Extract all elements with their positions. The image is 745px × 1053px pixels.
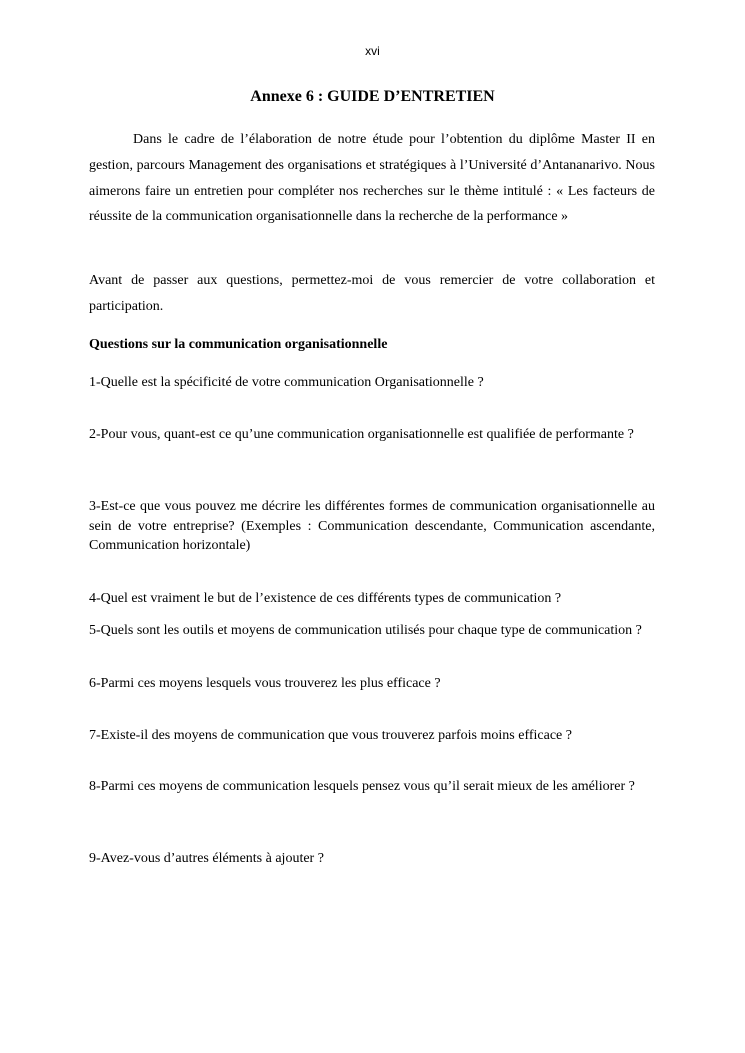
page-title: Annexe 6 : GUIDE D’ENTRETIEN <box>250 88 495 105</box>
question-5: 5-Quels sont les outils et moyens de communication utilisés pour chaque type de communication ? <box>89 623 642 638</box>
question-6: 6-Parmi ces moyens lesquels vous trouverez les plus efficace ? <box>89 676 441 691</box>
question-2: 2-Pour vous, quant-est ce qu’une communication organisationnelle est qualifiée de performante ? <box>89 427 634 442</box>
question-3: 3-Est-ce que vous pouvez me décrire les différentes formes de communication organisationnelle au sein de votre entreprise? (Exemples : Communication descendante, Communication ascendante, Communication horizontale) <box>89 499 655 553</box>
question-8: 8-Parmi ces moyens de communication lesquels pensez vous qu’il serait mieux de les améliorer ? <box>89 779 635 794</box>
section-heading: Questions sur la communication organisationnelle <box>89 337 388 352</box>
intro-paragraph: Dans le cadre de l’élaboration de notre étude pour l’obtention du diplôme Master II en gestion, parcours Management des organisations et stratégiques à l’Université d’Antananarivo. Nous aimerons faire un entretien pour compléter nos recherches sur le thème intitulé : « Les facteurs de réussite de la communication organisationnelle dans la recherche de la performance » <box>89 132 655 225</box>
page-number: xvi <box>365 44 380 58</box>
question-4: 4-Quel est vraiment le but de l’existence de ces différents types de communication ? <box>89 591 562 606</box>
thanks-paragraph: Avant de passer aux questions, permettez-moi de vous remercier de votre collaboration et participation. <box>89 273 655 314</box>
question-9: 9-Avez-vous d’autres éléments à ajouter ? <box>89 851 324 866</box>
question-1: 1-Quelle est la spécificité de votre communication Organisationnelle ? <box>89 375 484 390</box>
question-7: 7-Existe-il des moyens de communication que vous trouverez parfois moins efficace ? <box>89 728 572 743</box>
